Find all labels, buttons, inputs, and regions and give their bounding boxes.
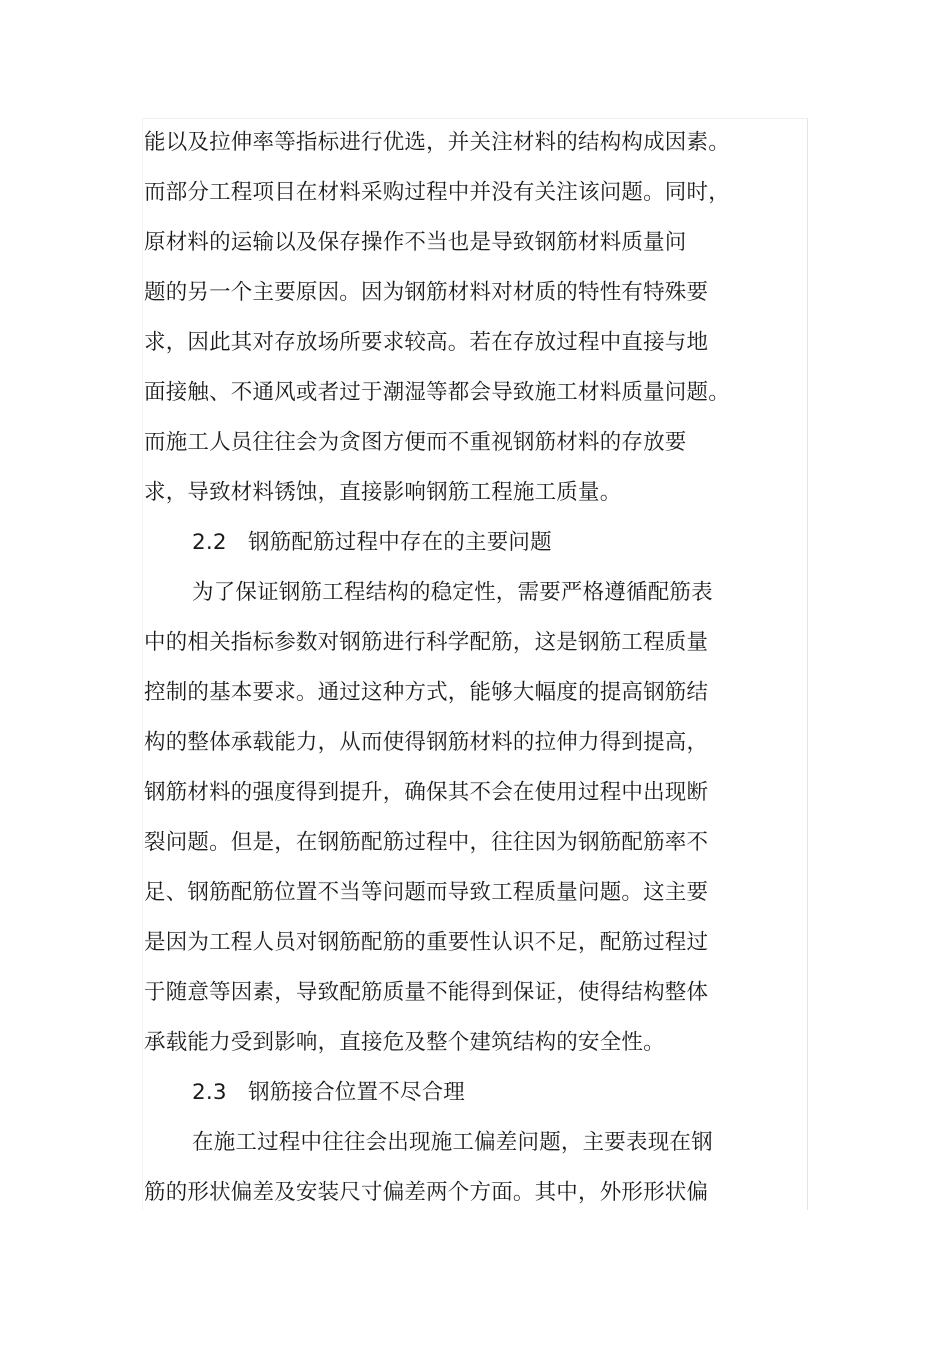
paragraph-line: 是因为工程人员对钢筋配筋的重要性认识不足，配筋过程过 — [144, 930, 709, 955]
section-title: 钢筋配筋过程中存在的主要问题 — [248, 530, 552, 555]
paragraph-line: 原材料的运输以及保存操作不当也是导致钢筋材料质量问 — [144, 230, 687, 255]
paragraph-line: 中的相关指标参数对钢筋进行科学配筋，这是钢筋工程质量 — [144, 630, 709, 655]
paragraph-line: 面接触、不通风或者过于潮湿等都会导致施工材料质量问题。 — [144, 380, 730, 405]
section-number: 2.3 — [192, 1080, 227, 1105]
paragraph-line: 为了保证钢筋工程结构的稳定性，需要严格遵循配筋表 — [192, 580, 713, 605]
section-title: 钢筋接合位置不尽合理 — [248, 1080, 466, 1105]
paragraph-line: 构的整体承载能力，从而使得钢筋材料的拉伸力得到提高， — [144, 730, 709, 755]
paragraph-line: 题的另一个主要原因。因为钢筋材料对材质的特性有特殊要 — [144, 280, 709, 305]
paragraph-line: 于随意等因素，导致配筋质量不能得到保证，使得结构整体 — [144, 980, 709, 1005]
paragraph-line: 筋的形状偏差及安装尺寸偏差两个方面。其中，外形形状偏 — [144, 1180, 709, 1205]
paragraph-line: 求，因此其对存放场所要求较高。若在存放过程中直接与地 — [144, 330, 709, 355]
section-number: 2.2 — [192, 530, 227, 555]
paragraph-line: 裂问题。但是，在钢筋配筋过程中，往往因为钢筋配筋率不 — [144, 830, 709, 855]
paragraph-line: 求，导致材料锈蚀，直接影响钢筋工程施工质量。 — [144, 480, 622, 505]
paragraph-line: 承载能力受到影响，直接危及整个建筑结构的安全性。 — [144, 1030, 665, 1055]
section-heading-2-3 — [192, 1068, 465, 1118]
section-heading-2-2 — [192, 518, 552, 568]
paragraph-line: 在施工过程中往往会出现施工偏差问题，主要表现在钢 — [192, 1130, 713, 1155]
paragraph-line: 而施工人员往往会为贪图方便而不重视钢筋材料的存放要 — [144, 430, 687, 455]
paragraph-line: 而部分工程项目在材料采购过程中并没有关注该问题。同时， — [144, 180, 730, 205]
paragraph-line: 能以及拉伸率等指标进行优选，并关注材料的结构构成因素。 — [144, 130, 730, 155]
paragraph-line: 钢筋材料的强度得到提升，确保其不会在使用过程中出现断 — [144, 780, 709, 805]
paragraph-line: 控制的基本要求。通过这种方式，能够大幅度的提高钢筋结 — [144, 680, 709, 705]
paragraph-line: 足、钢筋配筋位置不当等问题而导致工程质量问题。这主要 — [144, 880, 709, 905]
